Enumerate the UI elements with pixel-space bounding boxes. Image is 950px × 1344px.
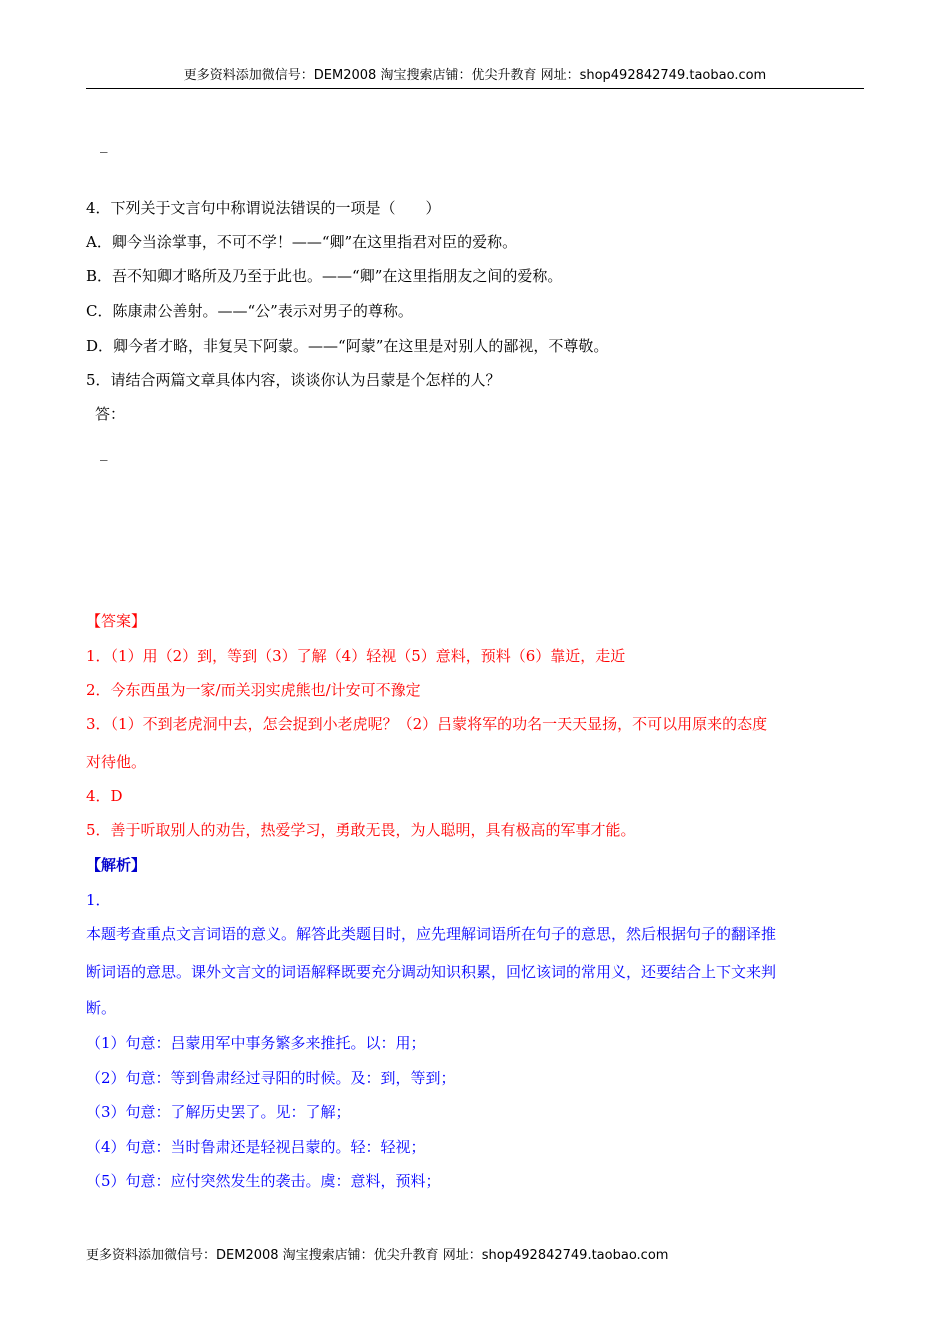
analysis-line: （4）句意：当时鲁肃还是轻视吕蒙的。轻：轻视；	[86, 1138, 426, 1156]
analysis-line: （1）句意：吕蒙用军中事务繁多来推托。以：用；	[86, 1034, 426, 1052]
question-4-option-a: A．卿今当涂掌事，不可不学！——“卿”在这里指君对臣的爱称。	[86, 233, 518, 251]
answer-line: 1．（1）用（2）到，等到（3）了解（4）轻视（5）意料，预料（6）靠近，走近	[86, 647, 626, 665]
answer-line: 2．今东西虽为一家/而关羽实虎熊也/计安可不豫定	[86, 681, 421, 699]
answer-heading: 【答案】	[86, 612, 147, 630]
answer-blank-mark: _	[100, 443, 108, 461]
question-5-answer-label: 答：	[95, 405, 126, 423]
question-4-option-b: B．吾不知卿才略所及乃至于此也。——“卿”在这里指朋友之间的爱称。	[86, 267, 563, 285]
page-footer: 更多资料添加微信号：DEM2008 淘宝搜索店铺：优尖升教育 网址：shop492842749.taobao.com	[86, 1248, 669, 1263]
question-4-stem: 4．下列关于文言句中称谓说法错误的一项是（ ）	[86, 199, 441, 217]
page-header: 更多资料添加微信号：DEM2008 淘宝搜索店铺：优尖升教育 网址：shop492842749.taobao.com	[86, 66, 864, 89]
analysis-line: 本题考查重点文言词语的意义。解答此类题目时，应先理解词语所在句子的意思，然后根据句子的翻译推	[86, 925, 777, 943]
question-4-option-d: D．卿今者才略，非复吴下阿蒙。——“阿蒙”在这里是对别人的鄙视，不尊敬。	[86, 337, 609, 355]
analysis-line: （3）句意：了解历史罢了。见：了解；	[86, 1103, 351, 1121]
answer-line: 5．善于听取别人的劝告，热爱学习，勇敢无畏，为人聪明，具有极高的军事才能。	[86, 821, 636, 839]
question-4-option-c: C．陈康肃公善射。——“公”表示对男子的尊称。	[86, 302, 413, 320]
answer-line: 对待他。	[86, 753, 147, 771]
analysis-line: （5）句意：应付突然发生的袭击。虞：意料，预料；	[86, 1172, 441, 1190]
analysis-line: 断。	[86, 999, 117, 1017]
answer-blank-mark: _	[100, 135, 108, 153]
question-5-stem: 5．请结合两篇文章具体内容，谈谈你认为吕蒙是个怎样的人？	[86, 371, 501, 389]
analysis-line: 断词语的意思。课外文言文的词语解释既要充分调动知识积累，回忆该词的常用义，还要结合上下文来判	[86, 963, 777, 981]
answer-line: 3．（1）不到老虎洞中去，怎会捉到小老虎呢？（2）吕蒙将军的功名一天天显扬，不可以用原来的态度	[86, 715, 768, 733]
analysis-number: 1．	[86, 891, 111, 909]
analysis-heading: 【解析】	[86, 856, 147, 874]
answer-line: 4．D	[86, 787, 123, 805]
analysis-line: （2）句意：等到鲁肃经过寻阳的时候。及：到，等到；	[86, 1069, 456, 1087]
